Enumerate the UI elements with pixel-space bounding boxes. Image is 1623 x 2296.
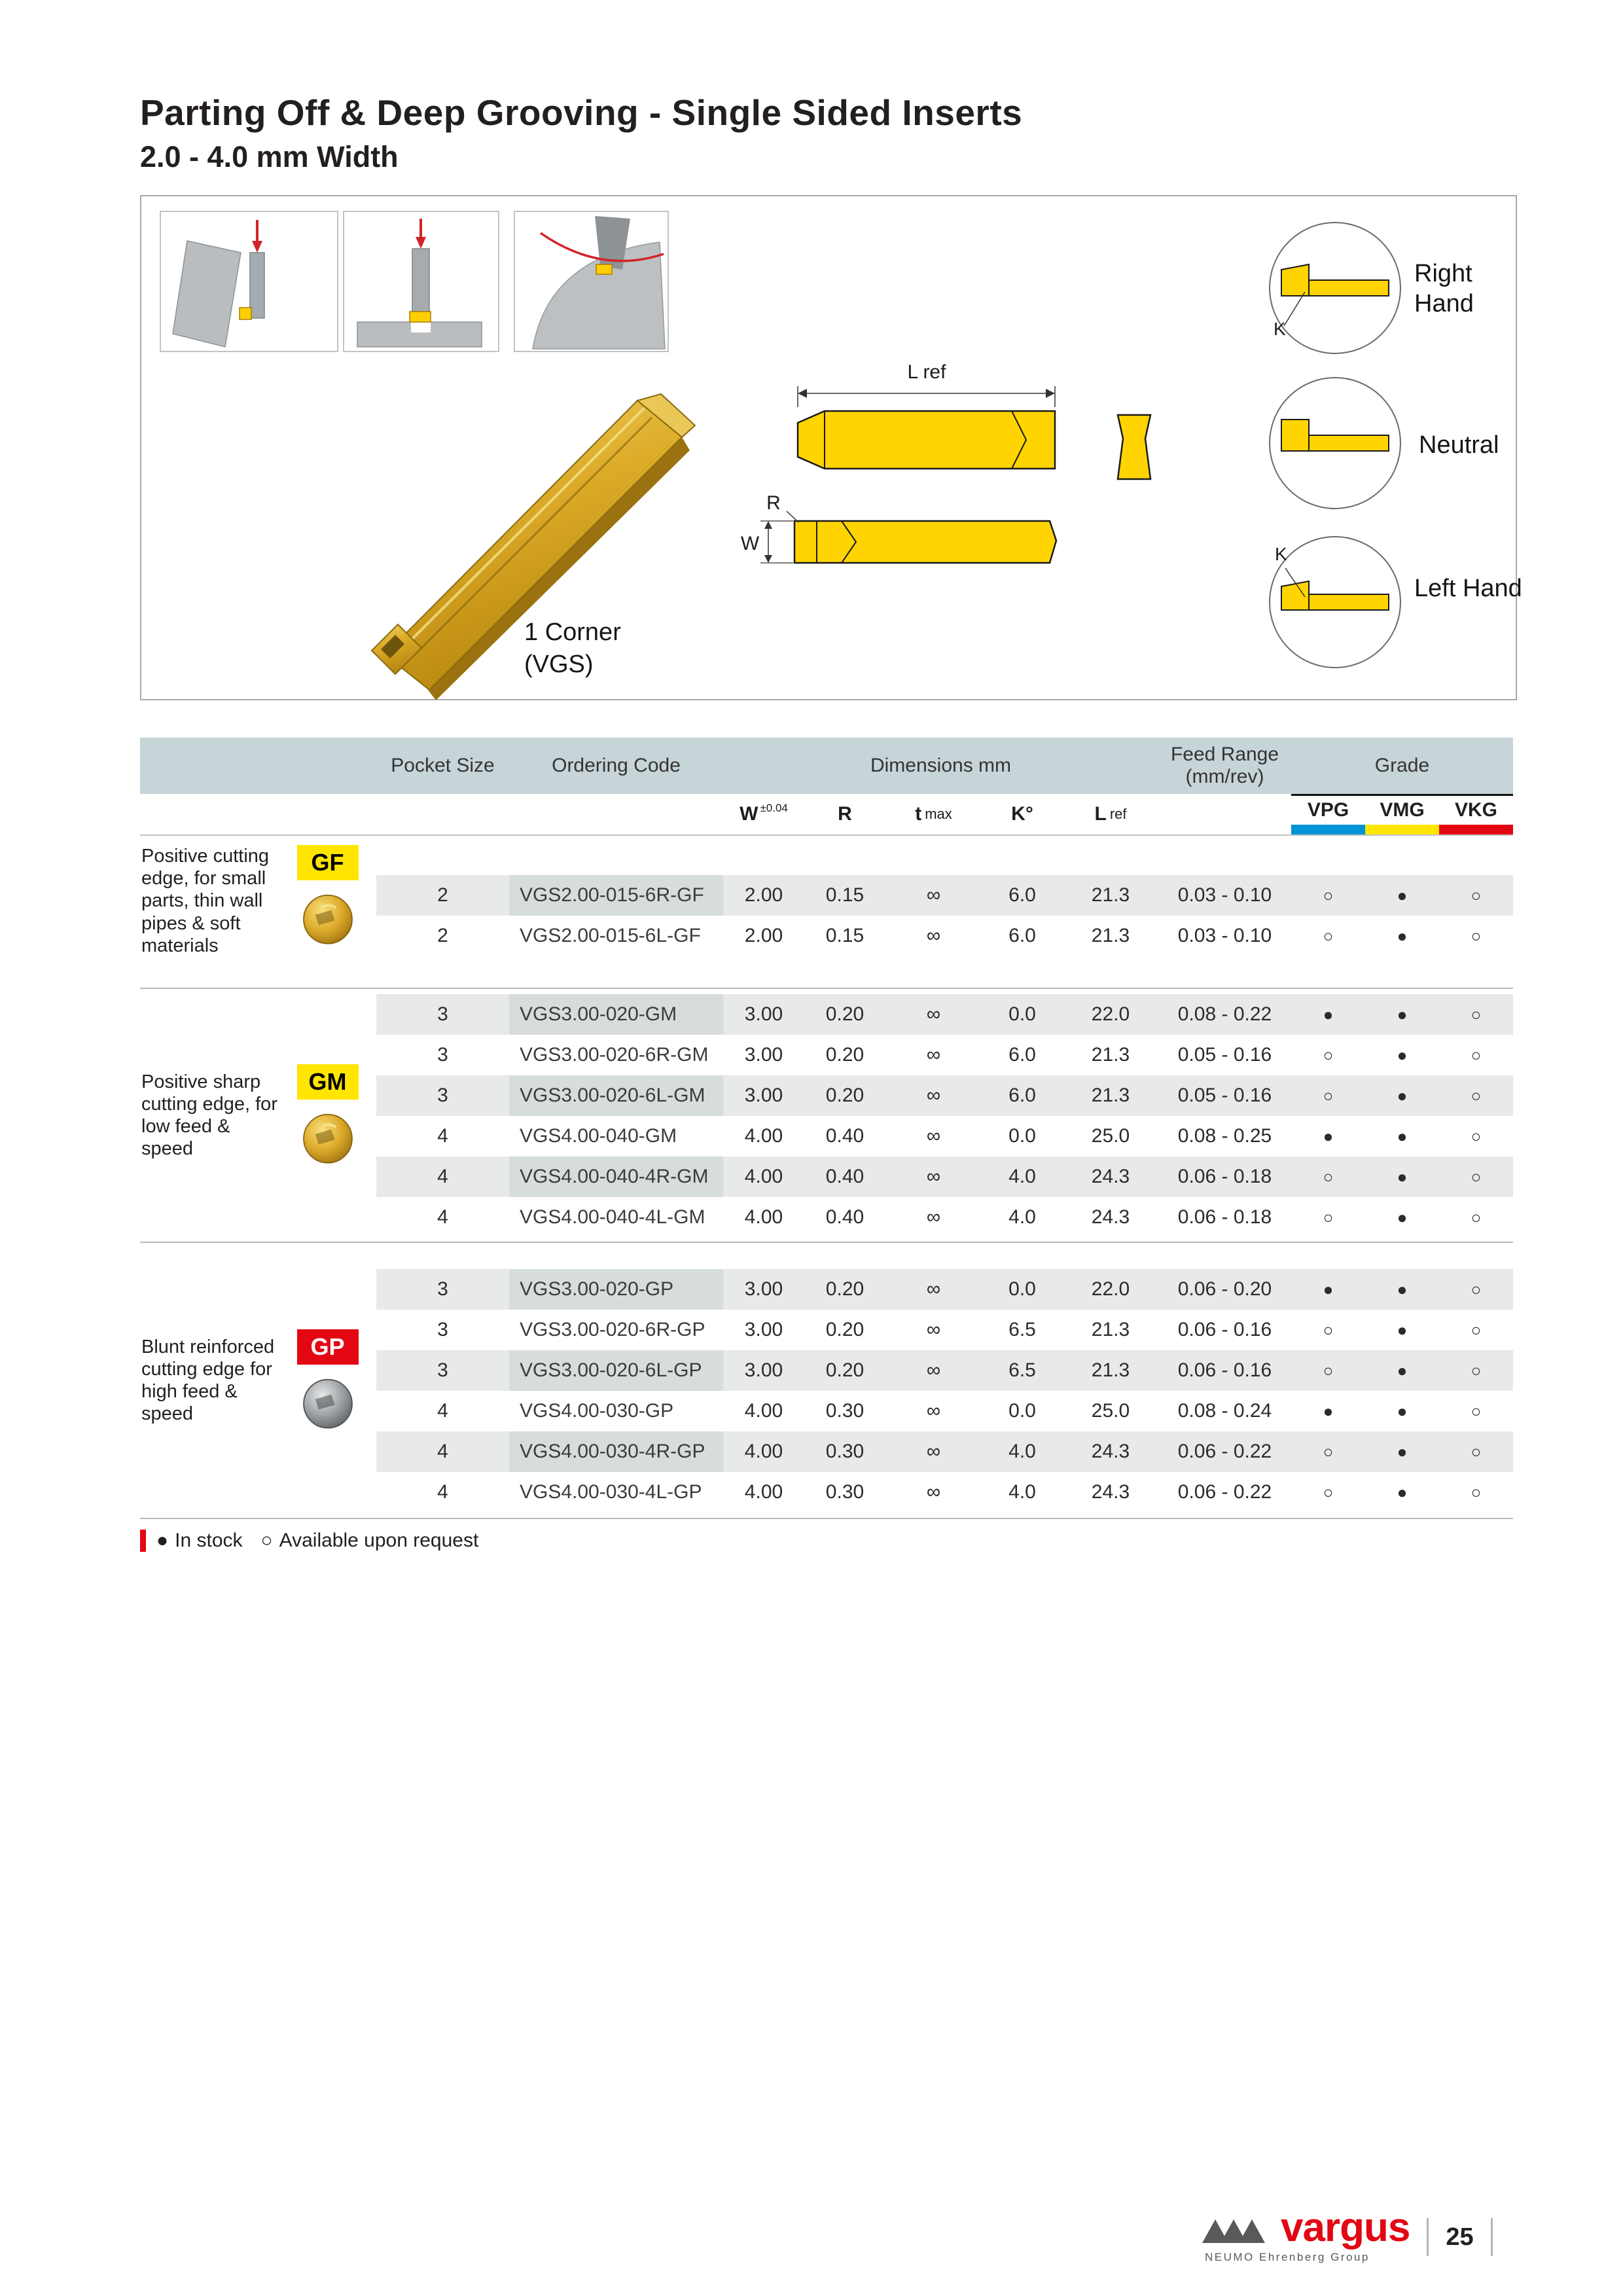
ordering-code-cell: VGS3.00-020-6L-GM <box>509 1075 723 1116</box>
width-cell: 3.00 <box>744 1044 783 1066</box>
k-angle-cell: 0.0 <box>1008 1278 1036 1300</box>
application-diagram-3 <box>514 211 668 351</box>
table-subheader <box>140 794 1513 836</box>
radius-cell: 0.20 <box>825 1085 865 1106</box>
subheader-k-angle: K° <box>1011 803 1033 825</box>
vpg-availability-dot: ○ <box>1323 1166 1334 1187</box>
lref-cell: 25.0 <box>1091 1125 1130 1147</box>
pocket-size-cell: 4 <box>437 1125 448 1147</box>
vpg-availability-dot: ○ <box>1323 925 1334 946</box>
k-angle-cell: 6.0 <box>1008 884 1036 906</box>
vargus-logo-icon <box>1201 2215 1279 2246</box>
vpg-availability-dot: ● <box>1323 1004 1334 1024</box>
group-description: Positive sharp cutting edge, for low feed & speed <box>141 1071 277 1160</box>
ordering-code-cell: VGS4.00-030-4L-GP <box>520 1481 702 1503</box>
vmg-availability-dot: ● <box>1397 1207 1408 1227</box>
neutral-label: Neutral <box>1419 431 1499 459</box>
right-hand-label: Right Hand <box>1414 260 1474 318</box>
k-angle-cell: 6.5 <box>1008 1359 1036 1381</box>
ordering-code-cell: VGS4.00-030-4R-GP <box>509 1431 723 1472</box>
vpg-availability-dot: ○ <box>1323 1045 1334 1065</box>
radius-cell: 0.20 <box>825 1359 865 1381</box>
width-cell: 4.00 <box>744 1441 783 1462</box>
vmg-availability-dot: ● <box>1397 1482 1408 1502</box>
width-cell: 3.00 <box>744 1003 783 1025</box>
vpg-availability-dot: ● <box>1323 1279 1334 1299</box>
table-row <box>376 994 1513 1035</box>
grade-badge-gm: GM <box>297 1064 359 1100</box>
lref-cell: 22.0 <box>1091 1003 1130 1025</box>
tmax-cell: ∞ <box>926 884 941 906</box>
table-row <box>376 1350 1513 1391</box>
k-angle-label-right: K <box>1274 319 1286 339</box>
table-row <box>376 1472 1513 1513</box>
vpg-availability-dot: ○ <box>1323 1441 1334 1462</box>
width-cell: 4.00 <box>744 1206 783 1228</box>
vpg-color-bar <box>1291 825 1365 834</box>
tmax-cell: ∞ <box>926 1481 941 1503</box>
radius-cell: 0.15 <box>825 884 865 906</box>
feed-range-cell: 0.06 - 0.16 <box>1177 1319 1272 1340</box>
insert-side-view <box>741 492 1056 563</box>
feed-range-cell: 0.06 - 0.22 <box>1177 1441 1272 1462</box>
insert-photo-gp <box>299 1374 357 1431</box>
left-hand-circle <box>1270 537 1400 668</box>
tmax-cell: ∞ <box>926 1319 941 1340</box>
radius-cell: 0.20 <box>825 1319 865 1340</box>
vpg-availability-dot: ● <box>1323 1401 1334 1421</box>
vmg-availability-dot: ● <box>1397 1004 1408 1024</box>
width-cell: 3.00 <box>744 1319 783 1340</box>
stock-legend <box>140 1530 1513 1552</box>
table-header-band <box>140 738 1513 794</box>
feed-range-cell: 0.03 - 0.10 <box>1177 884 1272 906</box>
vmg-availability-dot: ● <box>1397 885 1408 905</box>
lref-cell: 21.3 <box>1091 1044 1130 1066</box>
vmg-availability-dot: ● <box>1397 1045 1408 1065</box>
vpg-availability-dot: ○ <box>1323 1207 1334 1227</box>
vkg-availability-dot: ○ <box>1471 1360 1482 1380</box>
vkg-availability-dot: ○ <box>1471 1401 1482 1421</box>
radius-cell: 0.40 <box>825 1166 865 1187</box>
k-angle-cell: 4.0 <box>1008 1166 1036 1187</box>
k-angle-cell: 0.0 <box>1008 1400 1036 1422</box>
radius-cell: 0.20 <box>825 1003 865 1025</box>
tmax-cell: ∞ <box>926 1044 941 1066</box>
grade-column-vmg: VMG <box>1365 794 1439 834</box>
in-stock-label: In stock <box>175 1530 243 1551</box>
insert-group-gm <box>140 989 1513 1243</box>
vmg-availability-dot: ● <box>1397 1360 1408 1380</box>
ordering-code-cell: VGS2.00-015-6R-GF <box>509 875 723 916</box>
feed-range-cell: 0.03 - 0.10 <box>1177 925 1272 946</box>
illustration-box <box>140 195 1522 700</box>
radius-cell: 0.30 <box>825 1400 865 1422</box>
k-angle-cell: 0.0 <box>1008 1003 1036 1025</box>
pocket-size-cell: 4 <box>437 1166 448 1187</box>
table-row <box>376 1157 1513 1197</box>
feed-range-cell: 0.06 - 0.20 <box>1177 1278 1272 1300</box>
subheader-radius: R <box>838 803 852 825</box>
header-ordering-code: Ordering Code <box>552 755 681 777</box>
insert-top-view <box>798 361 1055 469</box>
vmg-availability-dot: ● <box>1397 1126 1408 1146</box>
k-angle-label-left: K <box>1275 544 1287 564</box>
table-row <box>376 875 1513 916</box>
ordering-code-cell: VGS3.00-020-GM <box>509 994 723 1035</box>
radius-cell: 0.40 <box>825 1125 865 1147</box>
page-number: 25 <box>1446 2223 1474 2251</box>
ordering-code-cell: VGS3.00-020-GP <box>509 1269 723 1310</box>
width-cell: 4.00 <box>744 1166 783 1187</box>
pocket-size-cell: 2 <box>437 925 448 946</box>
feed-range-cell: 0.06 - 0.18 <box>1177 1166 1272 1187</box>
tmax-cell: ∞ <box>926 1278 941 1300</box>
brand-subtitle: NEUMO Ehrenberg Group <box>1205 2250 1370 2263</box>
pocket-size-cell: 3 <box>437 1278 448 1300</box>
page-title: Parting Off & Deep Grooving - Single Sided Inserts <box>140 92 1023 133</box>
left-hand-label: Left Hand <box>1414 575 1522 602</box>
feed-range-cell: 0.05 - 0.16 <box>1177 1044 1272 1066</box>
lref-cell: 24.3 <box>1091 1166 1130 1187</box>
table-row <box>376 1075 1513 1116</box>
header-dimensions: Dimensions mm <box>870 755 1012 777</box>
radius-cell: 0.40 <box>825 1206 865 1228</box>
subheader-tmax: t max <box>915 803 952 825</box>
radius-cell: 0.30 <box>825 1481 865 1503</box>
width-cell: 2.00 <box>744 925 783 946</box>
pocket-size-cell: 4 <box>437 1400 448 1422</box>
feed-range-cell: 0.06 - 0.16 <box>1177 1359 1272 1381</box>
lref-cell: 21.3 <box>1091 925 1130 946</box>
pocket-size-cell: 3 <box>437 1359 448 1381</box>
vkg-availability-dot: ○ <box>1471 1126 1482 1146</box>
tmax-cell: ∞ <box>926 1206 941 1228</box>
l-ref-dimension-label: L ref <box>907 361 946 383</box>
k-angle-cell: 0.0 <box>1008 1125 1036 1147</box>
vpg-availability-dot: ○ <box>1323 1319 1334 1340</box>
width-cell: 4.00 <box>744 1400 783 1422</box>
pocket-size-cell: 3 <box>437 1044 448 1066</box>
radius-cell: 0.20 <box>825 1044 865 1066</box>
subheader-lref: L ref <box>1094 803 1127 825</box>
feed-range-cell: 0.08 - 0.25 <box>1177 1125 1272 1147</box>
neutral-circle <box>1270 378 1400 509</box>
ordering-code-cell: VGS4.00-030-GP <box>520 1400 674 1422</box>
lref-cell: 25.0 <box>1091 1400 1130 1422</box>
vkg-availability-dot: ○ <box>1471 925 1482 946</box>
table-row <box>376 1116 1513 1157</box>
radius-cell: 0.30 <box>825 1441 865 1462</box>
width-cell: 3.00 <box>744 1278 783 1300</box>
radius-cell: 0.15 <box>825 925 865 946</box>
feed-range-cell: 0.05 - 0.16 <box>1177 1085 1272 1106</box>
width-cell: 2.00 <box>744 884 783 906</box>
table-row <box>376 1431 1513 1472</box>
k-angle-cell: 4.0 <box>1008 1481 1036 1503</box>
vkg-availability-dot: ○ <box>1471 1166 1482 1187</box>
header-pocket-size: Pocket Size <box>391 755 495 777</box>
vkg-availability-dot: ○ <box>1471 885 1482 905</box>
feed-range-cell: 0.06 - 0.18 <box>1177 1206 1272 1228</box>
vkg-availability-dot: ○ <box>1471 1004 1482 1024</box>
brand-name: vargus <box>1281 2205 1410 2250</box>
feed-range-cell: 0.06 - 0.22 <box>1177 1481 1272 1503</box>
pocket-size-cell: 4 <box>437 1481 448 1503</box>
vmg-availability-dot: ● <box>1397 1166 1408 1187</box>
available-label: Available upon request <box>279 1530 479 1551</box>
vargus-logo <box>1201 2205 1410 2264</box>
tmax-cell: ∞ <box>926 1359 941 1381</box>
pocket-size-cell: 3 <box>437 1085 448 1106</box>
grade-column-vkg: VKG <box>1439 794 1513 834</box>
insert-group-gp <box>140 1243 1513 1519</box>
ordering-code-cell: VGS4.00-040-GM <box>520 1125 677 1147</box>
application-diagram-2 <box>344 211 499 351</box>
radius-cell: 0.20 <box>825 1278 865 1300</box>
feed-range-cell: 0.08 - 0.22 <box>1177 1003 1272 1025</box>
in-stock-symbol: ● <box>156 1530 169 1551</box>
vmg-availability-dot: ● <box>1397 1401 1408 1421</box>
lref-cell: 24.3 <box>1091 1481 1130 1503</box>
technical-illustration <box>141 196 1518 702</box>
ordering-code-cell: VGS4.00-040-4R-GM <box>509 1157 723 1197</box>
vkg-availability-dot: ○ <box>1471 1319 1482 1340</box>
lref-cell: 22.0 <box>1091 1278 1130 1300</box>
pocket-size-cell: 3 <box>437 1003 448 1025</box>
vpg-availability-dot: ○ <box>1323 1085 1334 1105</box>
vmg-availability-dot: ● <box>1397 1319 1408 1340</box>
insert-photo-gm <box>299 1109 357 1166</box>
width-cell: 4.00 <box>744 1125 783 1147</box>
vkg-availability-dot: ○ <box>1471 1045 1482 1065</box>
width-cell: 4.00 <box>744 1481 783 1503</box>
available-symbol: ○ <box>260 1530 273 1551</box>
footer-divider <box>1427 2218 1429 2256</box>
header-grade: Grade <box>1374 755 1430 777</box>
pocket-size-cell: 3 <box>437 1319 448 1340</box>
group-description: Blunt reinforced cutting edge for high feed & speed <box>141 1336 275 1425</box>
tmax-cell: ∞ <box>926 1125 941 1147</box>
vkg-availability-dot: ○ <box>1471 1085 1482 1105</box>
tmax-cell: ∞ <box>926 1003 941 1025</box>
table-row <box>376 1310 1513 1350</box>
k-angle-cell: 6.0 <box>1008 1044 1036 1066</box>
vpg-availability-dot: ○ <box>1323 885 1334 905</box>
k-angle-cell: 6.0 <box>1008 925 1036 946</box>
w-dimension-label: W <box>740 533 760 554</box>
tmax-cell: ∞ <box>926 1400 941 1422</box>
insert-photo-gf <box>299 889 357 947</box>
table-row <box>376 1391 1513 1431</box>
tmax-cell: ∞ <box>926 925 941 946</box>
ordering-code-cell: VGS3.00-020-6R-GM <box>520 1044 709 1066</box>
table-row <box>376 1035 1513 1075</box>
k-angle-cell: 4.0 <box>1008 1441 1036 1462</box>
table-row <box>376 1269 1513 1310</box>
lref-cell: 21.3 <box>1091 1319 1130 1340</box>
right-hand-circle <box>1270 223 1400 353</box>
vmg-color-bar <box>1365 825 1439 834</box>
group-description: Positive cutting edge, for small parts, thin wall pipes & soft materials <box>141 846 270 956</box>
pocket-size-cell: 4 <box>437 1441 448 1462</box>
insert-group-gf <box>140 836 1513 989</box>
k-angle-cell: 6.0 <box>1008 1085 1036 1106</box>
pocket-size-cell: 4 <box>437 1206 448 1228</box>
pocket-size-cell: 2 <box>437 884 448 906</box>
vpg-availability-dot: ○ <box>1323 1360 1334 1380</box>
vmg-availability-dot: ● <box>1397 925 1408 946</box>
application-diagram-1 <box>160 211 338 351</box>
page-footer <box>1201 2205 1510 2264</box>
feed-range-cell: 0.08 - 0.24 <box>1177 1400 1272 1422</box>
ordering-code-cell: VGS4.00-040-4L-GM <box>520 1206 705 1228</box>
k-angle-cell: 4.0 <box>1008 1206 1036 1228</box>
vkg-availability-dot: ○ <box>1471 1441 1482 1462</box>
width-cell: 3.00 <box>744 1085 783 1106</box>
lref-cell: 24.3 <box>1091 1441 1130 1462</box>
tmax-cell: ∞ <box>926 1085 941 1106</box>
vkg-availability-dot: ○ <box>1471 1207 1482 1227</box>
width-cell: 3.00 <box>744 1359 783 1381</box>
ordering-code-cell: VGS3.00-020-6L-GP <box>509 1350 723 1391</box>
k-angle-cell: 6.5 <box>1008 1319 1036 1340</box>
table-row <box>376 1197 1513 1238</box>
tmax-cell: ∞ <box>926 1166 941 1187</box>
insert-end-view <box>1118 415 1150 479</box>
page-subtitle: 2.0 - 4.0 mm Width <box>140 140 399 173</box>
vmg-availability-dot: ● <box>1397 1279 1408 1299</box>
lref-cell: 21.3 <box>1091 1359 1130 1381</box>
vkg-availability-dot: ○ <box>1471 1482 1482 1502</box>
lref-cell: 24.3 <box>1091 1206 1130 1228</box>
r-dimension-label: R <box>766 492 781 514</box>
ordering-code-cell: VGS3.00-020-6R-GP <box>520 1319 705 1340</box>
ordering-code-cell: VGS2.00-015-6L-GF <box>520 925 701 946</box>
inserts-table <box>140 738 1513 1552</box>
lref-cell: 21.3 <box>1091 884 1130 906</box>
vpg-availability-dot: ● <box>1323 1126 1334 1146</box>
grade-badge-gf: GF <box>297 845 359 880</box>
header-feed-range: Feed Range (mm/rev) <box>1170 744 1279 787</box>
grade-badge-gp: GP <box>297 1329 359 1365</box>
tmax-cell: ∞ <box>926 1441 941 1462</box>
legend-marker <box>140 1530 146 1552</box>
grade-column-vpg: VPG <box>1291 794 1365 834</box>
vkg-color-bar <box>1439 825 1513 834</box>
subheader-width: W ±0.04 <box>740 802 788 825</box>
corner-count-label: 1 Corner (VGS) <box>524 619 621 679</box>
table-row <box>376 916 1513 956</box>
lref-cell: 21.3 <box>1091 1085 1130 1106</box>
footer-divider <box>1491 2218 1493 2256</box>
vkg-availability-dot: ○ <box>1471 1279 1482 1299</box>
vpg-availability-dot: ○ <box>1323 1482 1334 1502</box>
vmg-availability-dot: ● <box>1397 1085 1408 1105</box>
vmg-availability-dot: ● <box>1397 1441 1408 1462</box>
